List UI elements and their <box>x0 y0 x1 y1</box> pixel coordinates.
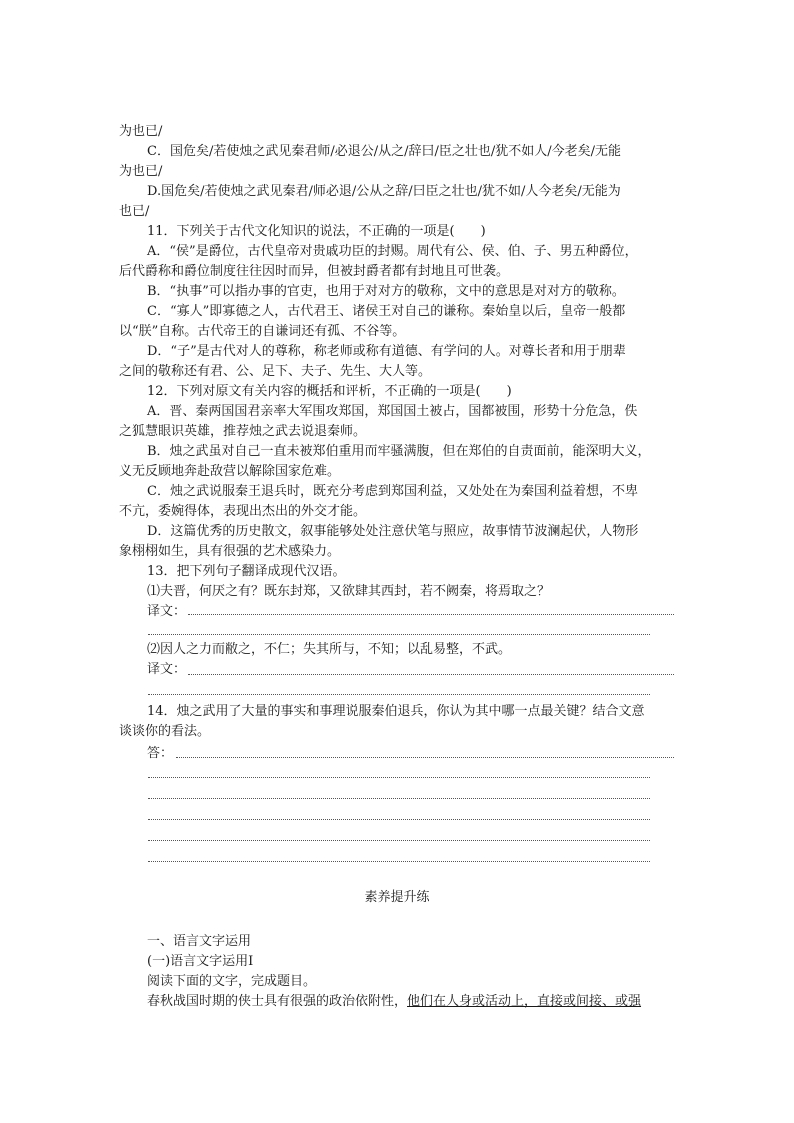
q11-option-c-continuation: 以“朕”自称。古代帝王的自谦词还有孤、不谷等。 <box>119 324 406 339</box>
option-d: D.国危矣/若使烛之武见秦君/师必退/公从之辞/曰臣之壮也/犹不如/人今老矣/无能为 <box>147 184 621 199</box>
part-subheading: (一)语言文字运用Ⅰ <box>147 954 254 969</box>
answer-line[interactable] <box>148 694 650 695</box>
answer-line[interactable] <box>148 840 650 841</box>
q13-sentence-2: ⑵因人之力而敝之，不仁；失其所与，不知；以乱易整，不武。 <box>147 642 512 657</box>
q12-option-c-continuation: 不亢，委婉得体，表现出杰出的外交才能。 <box>119 504 367 519</box>
q11-option-b: B．“执事”可以指办事的官吏，也用于对对方的敬称，文中的意思是对对方的敬称。 <box>147 284 625 299</box>
answer-line[interactable] <box>148 861 650 862</box>
q13-translation-label-2: 译文： <box>147 662 187 677</box>
option-c: C．国危矣/若使烛之武见秦君师/必退公/从之/辞曰/臣之壮也/犹不如人/今老矣/无能 <box>147 144 621 159</box>
q14-answer-label: 答： <box>147 746 174 761</box>
q11-option-d: D．“子”是古代对人的尊称，称老师或称有道德、有学问的人。对尊长者和用于朋辈 <box>147 344 626 359</box>
q12-option-d-continuation: 象栩栩如生，具有很强的艺术感染力。 <box>119 544 341 559</box>
passage-text: 春秋战国时期的侠士具有很强的政治依附性， <box>147 994 408 1009</box>
question-14: 14．烛之武用了大量的事实和事理说服秦伯退兵，你认为其中哪一点最关键？结合文意 <box>147 704 645 719</box>
passage-underlined-text: 他们在人身或活动上，直接或间接、或强 <box>407 994 642 1009</box>
question-14-continuation: 谈谈你的看法。 <box>119 724 211 739</box>
answer-line[interactable] <box>148 798 650 799</box>
answer-line[interactable] <box>188 674 674 675</box>
q12-option-d: D．这篇优秀的历史散文，叙事能够处处注意伏笔与照应，故事情节波澜起伏，人物形 <box>147 524 639 539</box>
question-12: 12．下列对原文有关内容的概括和评析，不正确的一项是( ) <box>147 384 512 399</box>
option-d-continuation: 也已/ <box>119 204 150 219</box>
q11-option-a: A．“侯”是爵位，古代皇帝对贵戚功臣的封赐。周代有公、侯、伯、子、男五种爵位， <box>147 244 638 259</box>
option-c-continuation: 为也已/ <box>119 164 163 179</box>
q12-option-a-continuation: 之狐慧眼识英雄，推荐烛之武去说退秦师。 <box>119 424 367 439</box>
q12-option-a: A．晋、秦两国国君亲率大军围攻郑国，郑国国土被占，国都被围，形势十分危急，佚 <box>147 404 638 419</box>
q12-option-b: B．烛之武虽对自己一直未被郑伯重用而牢骚满腹，但在郑伯的自责面前，能深明大义， <box>147 444 651 459</box>
q11-option-a-continuation: 后代爵称和爵位制度往往因时而异，但被封爵者都有封地且可世袭。 <box>119 264 510 279</box>
option-b-continuation: 为也已/ <box>119 124 163 139</box>
passage-first-line <box>147 992 707 1012</box>
question-11: 11．下列关于古代文化知识的说法，不正确的一项是( ) <box>147 224 486 239</box>
q11-option-d-continuation: 之间的敬称还有君、公、足下、夫子、先生、大人等。 <box>119 364 432 379</box>
answer-line[interactable] <box>148 634 650 635</box>
answer-line[interactable] <box>148 819 650 820</box>
answer-line[interactable] <box>188 614 674 615</box>
q13-sentence-1: ⑴夫晋，何厌之有？既东封郑，又欲肆其西封，若不阙秦，将焉取之？ <box>147 584 551 599</box>
section-title: 素养提升练 <box>364 890 430 905</box>
q11-option-c: C．“寡人”即寡德之人，古代君王、诸侯王对自己的谦称。秦始皇以后，皇帝一般都 <box>147 304 626 319</box>
question-13: 13．把下列句子翻译成现代汉语。 <box>147 564 346 579</box>
reading-instruction: 阅读下面的文字，完成题目。 <box>147 974 317 989</box>
answer-line[interactable] <box>176 757 674 758</box>
q12-option-c: C．烛之武说服秦王退兵时，既充分考虑到郑国利益，又处处在为秦国利益着想，不卑 <box>147 484 638 499</box>
part-heading: 一、语言文字运用 <box>147 934 252 949</box>
q13-translation-label-1: 译文： <box>147 604 187 619</box>
q12-option-b-continuation: 义无反顾地奔赴敌营以解除国家危难。 <box>119 464 341 479</box>
answer-line[interactable] <box>148 777 650 778</box>
